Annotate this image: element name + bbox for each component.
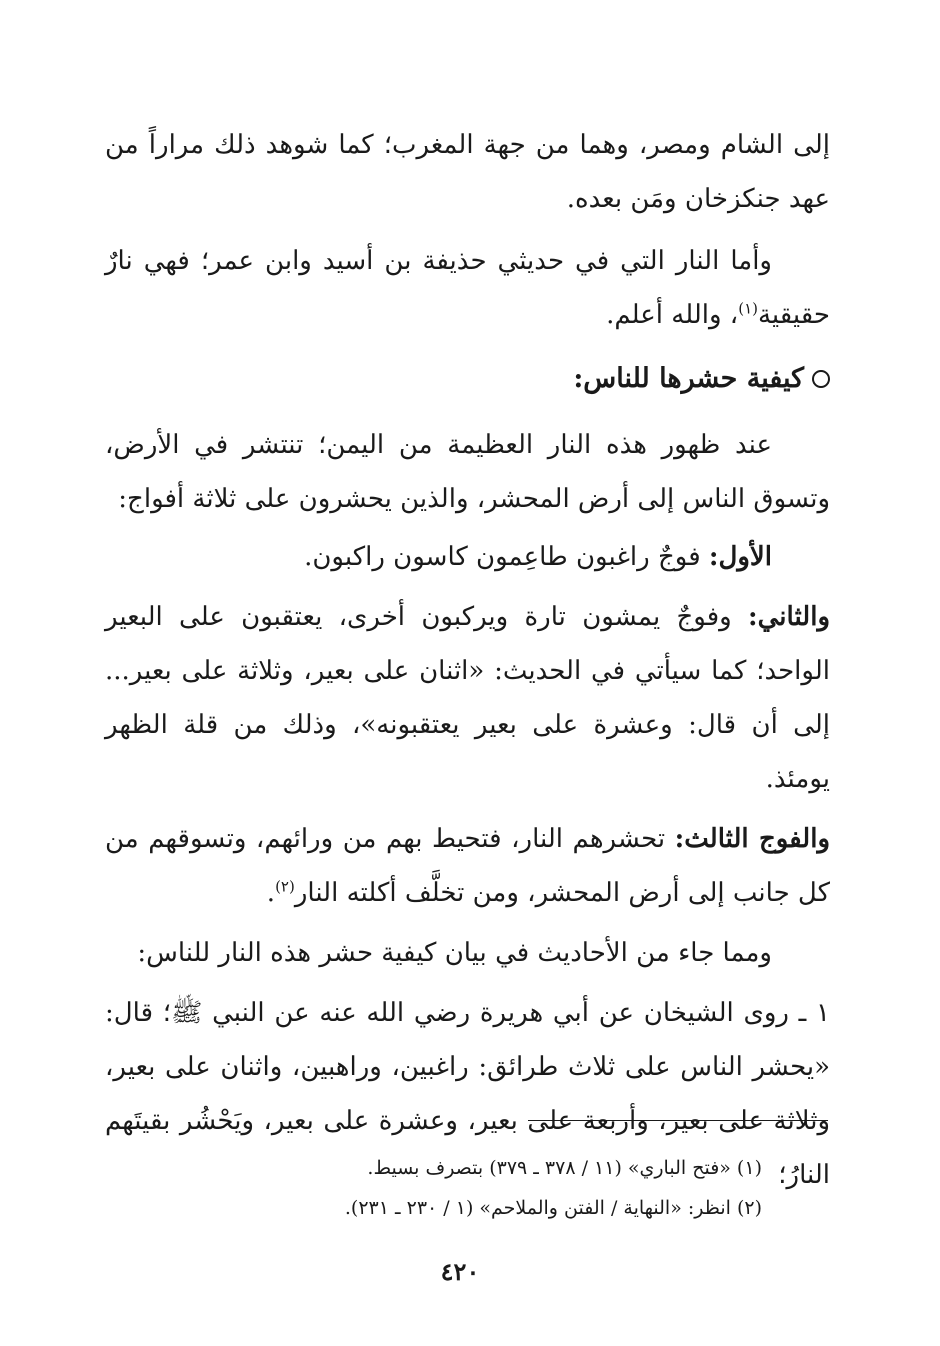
section-heading [105,352,830,406]
paragraph-6 [105,812,830,920]
paragraph-4-label: الأول: [708,542,772,572]
footnote-2: (٢) انظر: «النهاية / الفتن والملاحم» (١ / ٢٣٠ ـ ٢٣١). [344,1197,762,1219]
section-heading-text: كيفية حشرها للناس: [573,363,804,394]
paragraph-3: عند ظهور هذه النار العظيمة من اليمن؛ تنتشر في الأرض، وتسوق الناس إلى أرض المحشر، والذين يحشرون على ثلاثة أفواج: [105,430,830,514]
paragraph-1: إلى الشام ومصر، وهما من جهة المغرب؛ كما شوهد ذلك مراراً من عهد جنكزخان ومَن بعده. [105,130,830,214]
footnote-ref-2[interactable]: (٢) [275,877,295,896]
paragraph-5-text: وفوجٌ يمشون تارة ويركبون أخرى، يعتقبون على البعير الواحد؛ كما سيأتي في الحديث: «اثنان على بعير، وثلاثة على بعير... إلى أن قال: وعشرة على بعير يعتقبونه»، وذلك من قلة الظهر يومئذ. [105,602,830,794]
paragraph-8: ١ ـ روى الشيخان عن أبي هريرة رضي الله عنه عن النبي ﷺ؛ قال: «يحشر الناس على ثلاث طرائق: راغبين، وراهبين، واثنان على بعير، وثلاثة على بعير، وأربعة على بعير، وعشرة على بعير، ويَحْشُر بقيتَهم النارُ؛ [105,998,830,1190]
paragraph-2-text: وأما النار التي في حديثي حذيفة بن أسيد وابن عمر؛ فهي نارٌ حقيقية [105,246,830,330]
footnote-1: (١) «فتح الباري» (١١ / ٣٧٨ ـ ٣٧٩) بتصرف بسيط. [367,1157,762,1179]
page-number: ٤٢٠ [440,1257,480,1286]
paragraph-4 [105,530,830,584]
footnote-divider [528,1120,828,1121]
paragraph-4-text: فوجٌ راغبون طاعِمون كاسون راكبون. [304,542,701,572]
paragraph-6-text: تحشرهم النار، فتحيط بهم من ورائهم، وتسوقهم من كل جانب إلى أرض المحشر، ومن تخلَّف أكلته النار [105,824,830,908]
paragraph-6-end: . [266,878,276,908]
paragraph-5-label: والثاني: [748,602,831,632]
paragraph-6-label: والفوج الثالث: [674,824,831,854]
circle-bullet-icon [812,370,830,388]
paragraph-5 [105,590,830,806]
footnotes [200,1148,762,1228]
paragraph-7: ومما جاء من الأحاديث في بيان كيفية حشر هذه النار للناس: [137,938,772,968]
paragraph-2 [105,234,830,342]
paragraph-2-end: ، والله أعلم. [606,300,739,330]
footnote-ref-1[interactable]: (١) [738,299,758,318]
main-text [105,118,830,1202]
